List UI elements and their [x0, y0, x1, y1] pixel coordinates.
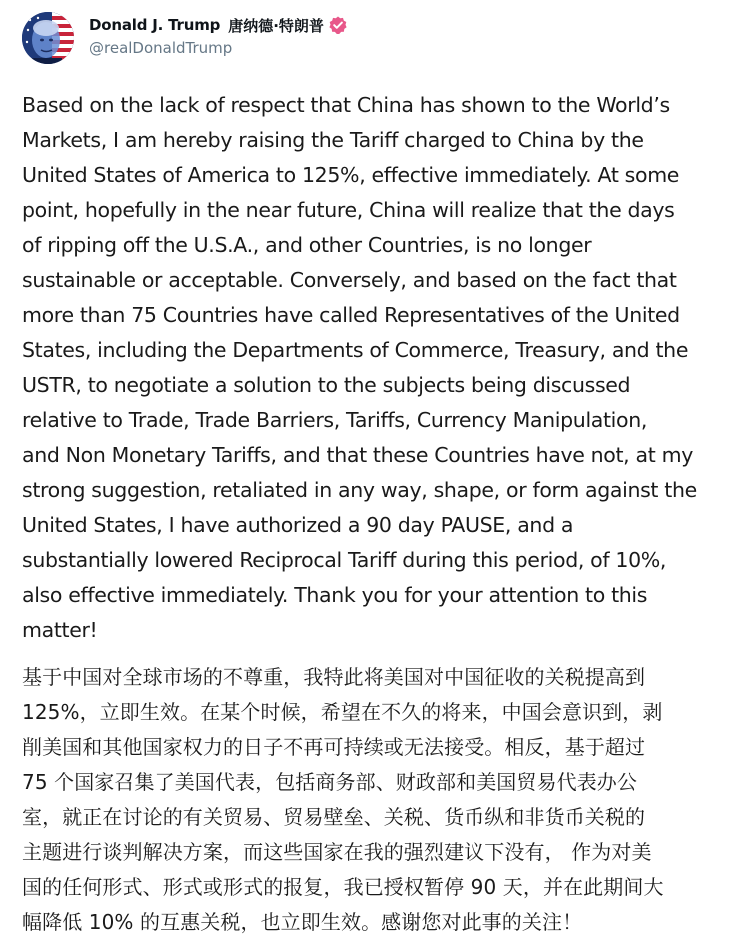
author-block	[89, 14, 348, 57]
post-text-line: 室，就正在讨论的有关贸易、贸易壁垒、关税、货币纵和非货币关税的	[22, 805, 646, 829]
display-name-chinese[interactable]: 唐纳德·特朗普	[228, 16, 324, 35]
post-text-line: 125%，立即生效。在某个时候，希望在不久的将来，中国会意识到，剥	[22, 700, 663, 724]
post-text-line: 国的任何形式、形式或形式的报复，我已授权暂停 90 天，并在此期间大	[22, 875, 664, 899]
post-text-line: USTR, to negotiate a solution to the subjects being discussed	[22, 373, 631, 397]
avatar[interactable]	[22, 12, 74, 64]
post-text-line: 幅降低 10% 的互惠关税，也立即生效。感谢您对此事的关注！	[22, 910, 583, 934]
post-text-line: more than 75 Countries have called Representatives of the United	[22, 303, 680, 327]
post-text-line: strong suggestion, retaliated in any way, shape, or form against the	[22, 478, 697, 502]
verified-badge-icon	[328, 15, 348, 35]
post-text-line: Based on the lack of respect that China has shown to the World’s	[22, 93, 670, 117]
post-text-line: of ripping off the U.S.A., and other Countries, is no longer	[22, 233, 592, 257]
post-text-line: substantially lowered Reciprocal Tariff during this period, of 10%,	[22, 548, 667, 572]
post-header	[22, 10, 740, 76]
post-text-line: relative to Trade, Trade Barriers, Tariffs, Currency Manipulation,	[22, 408, 648, 432]
avatar-image	[22, 12, 74, 64]
post-text-line: States, including the Departments of Commerce, Treasury, and the	[22, 338, 689, 362]
post-text-english	[22, 88, 744, 648]
post-text-line: United States of America to 125%, effective immediately. At some	[22, 163, 680, 187]
post-text-line: 基于中国对全球市场的不尊重，我特此将美国对中国征收的关税提高到	[22, 665, 646, 689]
post-text-line: and Non Monetary Tariffs, and that these Countries have not, at my	[22, 443, 693, 467]
post-text-chinese	[22, 660, 744, 940]
post-text-line: Markets, I am hereby raising the Tariff charged to China by the	[22, 128, 644, 152]
post-text-line: sustainable or acceptable. Conversely, and based on the fact that	[22, 268, 677, 292]
post-text-line: 75 个国家召集了美国代表，包括商务部、财政部和美国贸易代表办公	[22, 770, 638, 794]
post-text-line: matter!	[22, 618, 98, 642]
handle[interactable]: @realDonaldTrump	[89, 39, 233, 57]
post-text-line: also effective immediately. Thank you for your attention to this	[22, 583, 648, 607]
name-row	[89, 14, 348, 36]
post-text-line: point, hopefully in the near future, China will realize that the days	[22, 198, 675, 222]
post-text-line: United States, I have authorized a 90 day PAUSE, and a	[22, 513, 574, 537]
post-text-line: 主题进行谈判解决方案，而这些国家在我的强烈建议下没有， 作为对美	[22, 840, 652, 864]
post-text-line: 削美国和其他国家权力的日子不再可持续或无法接受。相反，基于超过	[22, 735, 646, 759]
display-name[interactable]: Donald J. Trump	[89, 16, 221, 34]
